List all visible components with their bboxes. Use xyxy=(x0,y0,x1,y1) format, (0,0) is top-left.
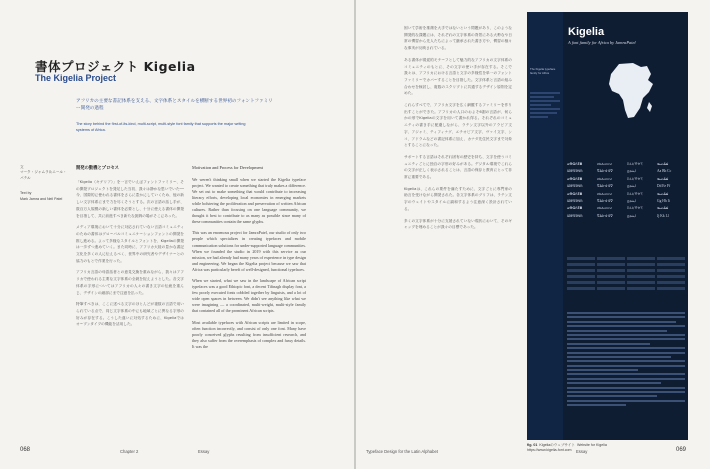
glyph-sample: ሀለሐመሠረ xyxy=(597,176,613,181)
glyph-sample: Aa Bb Cc xyxy=(657,169,672,174)
kigelia-tagline: A font family for Africa by JamraPatel xyxy=(568,40,636,45)
glyph-sample: ᐁᐃᐅᐊᐋᐍ xyxy=(597,169,614,174)
paragraph-ja: Kigeliaは、これらの要件を満たすために、文字ごとに専門家の助言を受けながら開発された。各文字体系のグリフは、ラテン文字のウェイトやスタイルに調和するよう注意深く設計されている。 xyxy=(404,186,512,211)
right-page xyxy=(356,0,710,469)
glyph-sample: ߊߋߌߍߎߏ xyxy=(657,162,669,166)
glyph-sample: ⴰⴱⵛⴷⴹⴻ xyxy=(567,176,583,181)
byline-label-en: Text by xyxy=(20,191,32,196)
body-column-japanese xyxy=(76,165,184,447)
body-column-english xyxy=(192,165,306,447)
glyph-sample: ⴰⴱⵛⴷⴹⴻ xyxy=(567,191,583,196)
section-heading-en: Motivation and Process for Development xyxy=(192,165,263,170)
footer-title: Typeface Design for the Latin Alphabet xyxy=(366,449,438,454)
screenshot-main xyxy=(563,12,688,440)
paragraph-ja: 多くの文字体系が十分に支援されていない現状において、そのギャップを埋めることが我々の目標であった。 xyxy=(404,218,512,230)
paragraph-ja: 「Kigelia（キゲリア）」を一言でいえばフォントファミリー、その開発プロジェクトを発足した当初、我々は静かな思いでいた──今、国際的に使われる書体をさらに豊かにしていくため、他の新しい文字体系にまで力を尽くそうとする。次の言語の話し手が、数百万人規模の新しい書体を必要とし、十分に使える書体の開発を目指して、共に前進すべき新たな挑戦の場がそこにあった。 xyxy=(76,180,184,218)
glyph-sample-grid xyxy=(567,162,685,218)
glyph-sample: ابتثجح xyxy=(627,198,636,203)
glyph-sample: ابتثجح xyxy=(627,169,636,174)
glyph-sample: ꕉꕊꕋꕌꕍꕎ xyxy=(627,206,643,211)
footer-section-left: Essay xyxy=(198,449,210,454)
glyph-sample: ሀለሐመሠረ xyxy=(597,206,613,211)
subtitle-japanese: アフリカの主要な書記体系を支える、文字体系とスタイルを横断する世界初のフォントファミリー開発の過程 xyxy=(76,99,273,112)
paragraph-ja: サポートする言語はそれぞれ固有の歴史を持ち、文字を使うコミュニティごとに独自の字形の好みがある。デジタル環境でこれらの文字が正しく表示されることは、言語の保存と教育にとって非常に重要である。 xyxy=(404,154,512,180)
website-screenshot xyxy=(527,12,688,440)
glyph-sample: 𞤀𞤁𞤂𞤃𞤄𞤅 xyxy=(567,184,583,189)
byline xyxy=(20,165,70,202)
page-number-left: 068 xyxy=(20,447,31,453)
paragraph-ja: これらすべてで、アフリカ文字を広く網羅するファミリーを作り出すことができた。アフリカの人口のおよそ6割の言語が、何らかの形でKigeliaの文字を用いて書かれ得る。それぞれのコミュニティの書き手に配慮しながら、ラテン文字以外のアラビア文字、アジャミ、ティフィナグ、エチオピア文字、ヴァイ文字、ンコ、アドラムなどの書記体系に加え、カナダ先住民文字まで対象とすることになった。 xyxy=(404,103,512,148)
glyph-sample: ꕉꕊꕋꕌꕍꕎ xyxy=(627,176,643,181)
left-page xyxy=(0,0,354,469)
paragraph-en: When we started, what we saw in the landscape of African script typefaces was a good Ethiopic font, a decent Tifinagh display font, a few poorly executed fonts cobbled together by linguists, and a lot of wide open spaces in between. We didn't see anything like what we were imagining — a coordinated, multi-weight, multi-style family that contained all of the prominent African scripts. xyxy=(192,278,306,314)
screenshot-sidebar xyxy=(527,12,563,440)
glyph-sample: ابتثجح xyxy=(627,213,636,218)
glyph-sample: ᐁᐃᐅᐊᐋᐍ xyxy=(597,213,614,218)
caption-ja: Kigeliaのウェブサイト xyxy=(539,443,575,447)
kigelia-logo: Kigelia xyxy=(568,26,605,38)
sidebar-heading: The Kigelia typeface family for Africa xyxy=(530,67,556,75)
footer-section-right: Essay xyxy=(576,449,588,454)
glyph-sample: Dd Ee Ff xyxy=(657,184,671,189)
glyph-sample: ߊߋߌߍߎߏ xyxy=(657,176,669,181)
paragraph-en: This was an enormous project for JamraPatel, our studio of only two people which specializes in creating typefaces and mobile communication solutions for under-supported language communities. When we founded the studio in 2019 with this service as our mission, we had already had many years of experience in type design and engineering. We began the Kigelia project because we saw that Africa was particularly bereft of well-designed, functional typefaces. xyxy=(192,230,306,272)
glyph-sample: 𞤀𞤁𞤂𞤃𞤄𞤅 xyxy=(567,213,583,218)
glyph-sample: Gg Hh Ii xyxy=(657,198,670,203)
title-japanese: 書体プロジェクト Kigelia xyxy=(35,59,196,74)
caption-en: Website for Kigelia xyxy=(576,443,607,447)
glyph-sample: ⴰⴱⵛⴷⴹⴻ xyxy=(567,162,583,166)
sidebar-text-lines xyxy=(530,92,560,120)
byline-authors-en: Mark Jamra and Neil Patel xyxy=(20,196,63,201)
glyph-sample: ሀለሐመሠረ xyxy=(597,191,613,196)
glyph-sample: 𞤀𞤁𞤂𞤃𞤄𞤅 xyxy=(567,198,583,203)
subtitle-english: The story behind the first-of-its-kind, multi-script, multi-style font family that supports the major writing systems of Africa. xyxy=(76,122,246,132)
section-heading-ja: 開発の動機とプロセス xyxy=(76,166,119,171)
page-number-right: 069 xyxy=(676,447,687,453)
footer-chapter: Chapter 2 xyxy=(120,449,139,454)
glyph-sample: ᐁᐃᐅᐊᐋᐍ xyxy=(597,184,614,189)
glyph-sample: 𞤀𞤁𞤂𞤃𞤄𞤅 xyxy=(567,169,583,174)
sample-bars xyxy=(567,257,685,293)
glyph-sample: ꕉꕊꕋꕌꕍꕎ xyxy=(627,162,643,166)
body-column-right xyxy=(404,25,512,440)
paragraph-ja: 固いて学術を推測を大手ではないという問題があり、このような開発的な課題には、それぞれの文字体系の背景にある大勢なや日常の慣習から先人たちによって継承された書き方や、慣習の様々な事実が反映されている。 xyxy=(404,26,512,51)
glyph-sample: ᐁᐃᐅᐊᐋᐍ xyxy=(597,198,614,203)
byline-authors-ja: マーク・ジャムラ＆ニール・パテル xyxy=(20,170,67,180)
glyph-sample: Jj Kk Ll xyxy=(657,213,669,218)
paragraph-ja: ある書体が視覚的モチーフとして魅力的なアフリカの文字体系のコミュニティのもとに、その文字の使い手が存在する。そこで我々は、アフリカにおける言語と文字の多様性を単一のフォントファミリーでカバーすることを目指した。文字体系と言語の組み合わせを検討し、複数のスクリプトに共通するデザイン原則を定めた。 xyxy=(404,57,512,96)
glyph-sample: ابتثجح xyxy=(627,184,636,189)
paragraph-en: Most available typefaces with African scripts are limited in scope, often function incorrectly, and consist of only one font. Many have poorly conceived glyphs resulting from insufficient research, and they also suffer from the overemphasis of complex and fussy details. It was the xyxy=(192,319,306,349)
title-english: The Kigelia Project xyxy=(35,73,117,83)
figure-caption xyxy=(527,443,688,453)
glyph-sample: ⴰⴱⵛⴷⴹⴻ xyxy=(567,206,583,211)
glyph-sample: ሀለሐመሠረ xyxy=(597,162,613,166)
glyph-sample: ߊߋߌߍߎߏ xyxy=(657,191,669,196)
byline-label-ja: 文 xyxy=(20,165,24,169)
paragraph-ja: アフリカ言語の母語話者との意見交換を重ねながら、我々はアフリカで使われる主要な文字体系の全貌を捉えようとした。各文字体系の字形についてはアフリカの人々の書き文字の伝統を重んじ、デザインの細部にまで注意を払った。 xyxy=(76,270,184,295)
paragraph-en: We weren't thinking small when we started the Kigelia typeface project. We wanted to create something that truly makes a difference. We set out to make something that would contribute to increasing literacy efforts, developing local economies in emerging markets while bolstering the proliferation and preservation of written African cultures. Rather than focusing on one language community, we thought it best to contribute to as many as possible since many of these communities contain the same glyphs. xyxy=(192,176,306,225)
glyph-sample: ߊߋߌߍߎߏ xyxy=(657,206,669,211)
caption-figure: fig. 01 xyxy=(527,443,538,447)
africa-map-icon xyxy=(607,62,655,120)
paragraph-ja: 特筆すべきは、ここに述べる文字のほとんどが複数の言語で用いられている点で、同じ文字体系の中にも地域ごとに異なる字形の好みが存在する。こうした違いに対処するために、Kigeliaではオープンタイプの機能を活用した。 xyxy=(76,302,184,327)
screenshot-paragraph xyxy=(567,312,685,409)
caption-url[interactable]: https://www.kigelia-font.com xyxy=(527,448,572,452)
glyph-sample: ꕉꕊꕋꕌꕍꕎ xyxy=(627,191,643,196)
paragraph-ja: メディア環境において十分に対応されていない言語コミュニティのための書体はグローバルコミュニケーションフォントの開発を推し進める。よって多様なスタイルとフォントを、Kigeliaの開発は一歩ずつ進めていく。また同時に、アフリカ大陸の豊かな書記文化を多くの人に伝えるべく、世界中の研究者やデザイナーとの協力のもとで作業を行った。 xyxy=(76,225,184,263)
